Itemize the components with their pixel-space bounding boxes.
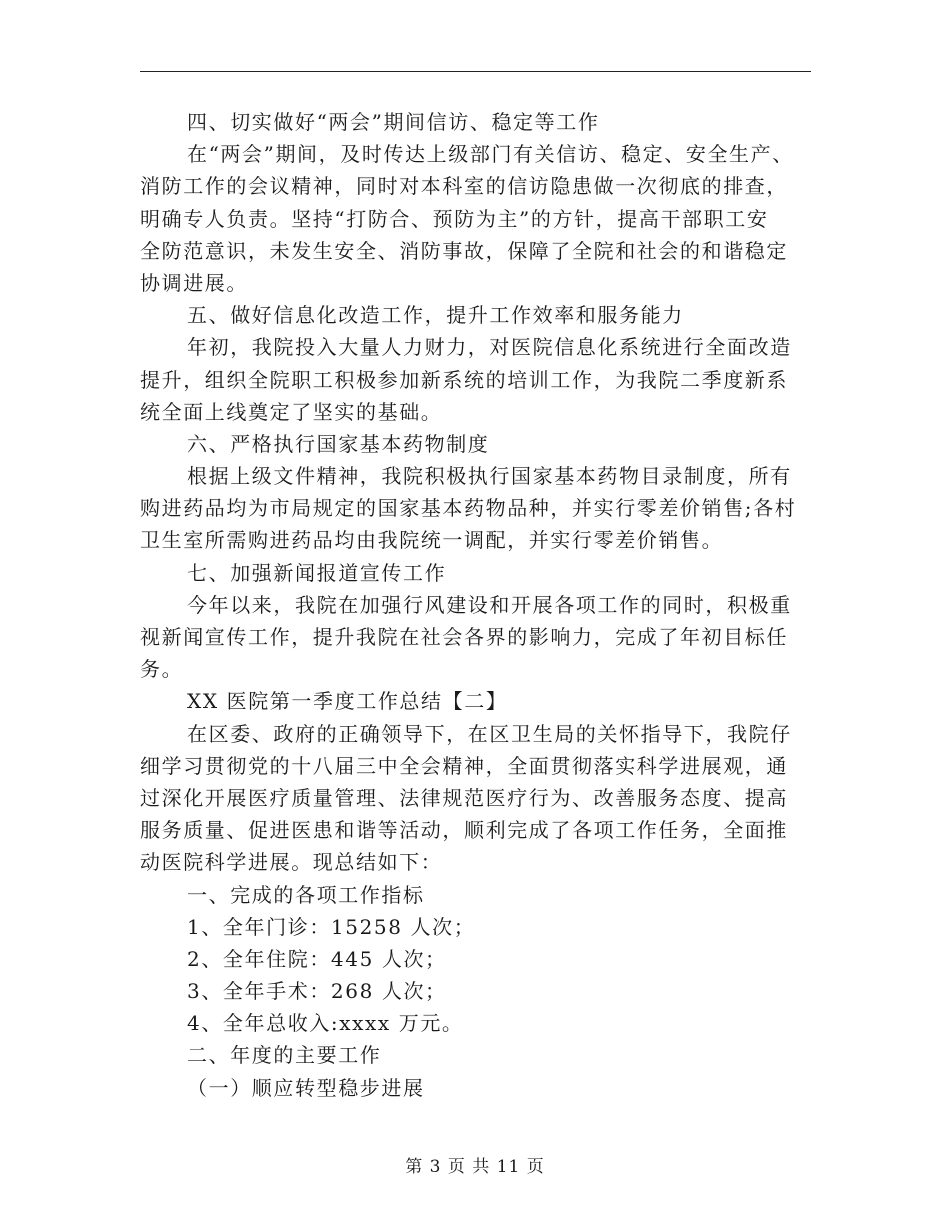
text-line: 统全面上线奠定了坚实的基础。 (140, 399, 443, 424)
text-line: 今年以来，我院在加强行风建设和开展各项工作的同时，积极重 (187, 592, 792, 617)
text-line: 全防范意识，未发生安全、消防事故，保障了全院和社会的和谐稳定 (140, 238, 788, 263)
text-line: 明确专人负责。坚持“打防合、预防为主”的方针，提高干部职工安 (140, 206, 769, 231)
text-line: 根据上级文件精神，我院积极执行国家基本药物目录制度，所有 (187, 464, 792, 489)
text-line: 细学习贯彻党的十八届三中全会精神，全面贯彻落实科学进展观，通 (140, 753, 788, 778)
text-line: 六、严格执行国家基本药物制度 (187, 431, 490, 456)
text-line: （一）顺应转型稳步进展 (187, 1075, 425, 1100)
text-line: 3、全年手术：268 人次； (187, 979, 447, 1004)
page-number-footer: 第 3 页 共 11 页 (405, 1157, 545, 1177)
text-line: 1、全年门诊：15258 人次； (187, 914, 476, 939)
text-line: 在“两会”期间，及时传达上级部门有关信访、稳定、安全生产、 (187, 142, 794, 167)
text-line: 在区委、政府的正确领导下，在区卫生局的关怀指导下，我院仔 (187, 721, 792, 746)
header-rule (140, 71, 811, 72)
text-line: 五、做好信息化改造工作，提升工作效率和服务能力 (187, 303, 684, 328)
text-line: 过深化开展医疗质量管理、法律规范医疗行为、改善服务态度、提高 (140, 785, 788, 810)
text-line: 协调进展。 (140, 270, 248, 295)
document-body (140, 106, 812, 1104)
text-line: 2、全年住院：445 人次； (187, 946, 447, 971)
text-line: 购进药品均为市局规定的国家基本药物品种，并实行零差价销售;各村 (140, 496, 797, 521)
text-line: 一、完成的各项工作指标 (187, 882, 425, 907)
text-line: 4、全年总收入:xxxx 万元。 (187, 1011, 464, 1036)
text-line: 提升，组织全院职工积极参加新系统的培训工作，为我院二季度新系 (140, 367, 788, 392)
text-line: 务。 (140, 657, 184, 682)
text-line: 动医院科学进展。现总结如下： (140, 850, 443, 875)
text-line: XX 医院第一季度工作总结【二】 (187, 689, 508, 714)
text-line: 年初，我院投入大量人力财力，对医院信息化系统进行全面改造 (187, 335, 792, 360)
text-line: 消防工作的会议精神，同时对本科室的信访隐患做一次彻底的排查， (140, 174, 788, 199)
text-line: 四、切实做好“两会”期间信访、稳定等工作 (187, 110, 600, 134)
text-line: 二、年度的主要工作 (187, 1043, 382, 1068)
text-line: 服务质量、促进医患和谐等活动，顺利完成了各项工作任务，全面推 (140, 818, 788, 843)
text-line: 七、加强新闻报道宣传工作 (187, 560, 447, 585)
text-line: 卫生室所需购进药品均由我院统一调配，并实行零差价销售。 (140, 528, 724, 553)
text-line: 视新闻宣传工作，提升我院在社会各界的影响力，完成了年初目标任 (140, 625, 788, 649)
